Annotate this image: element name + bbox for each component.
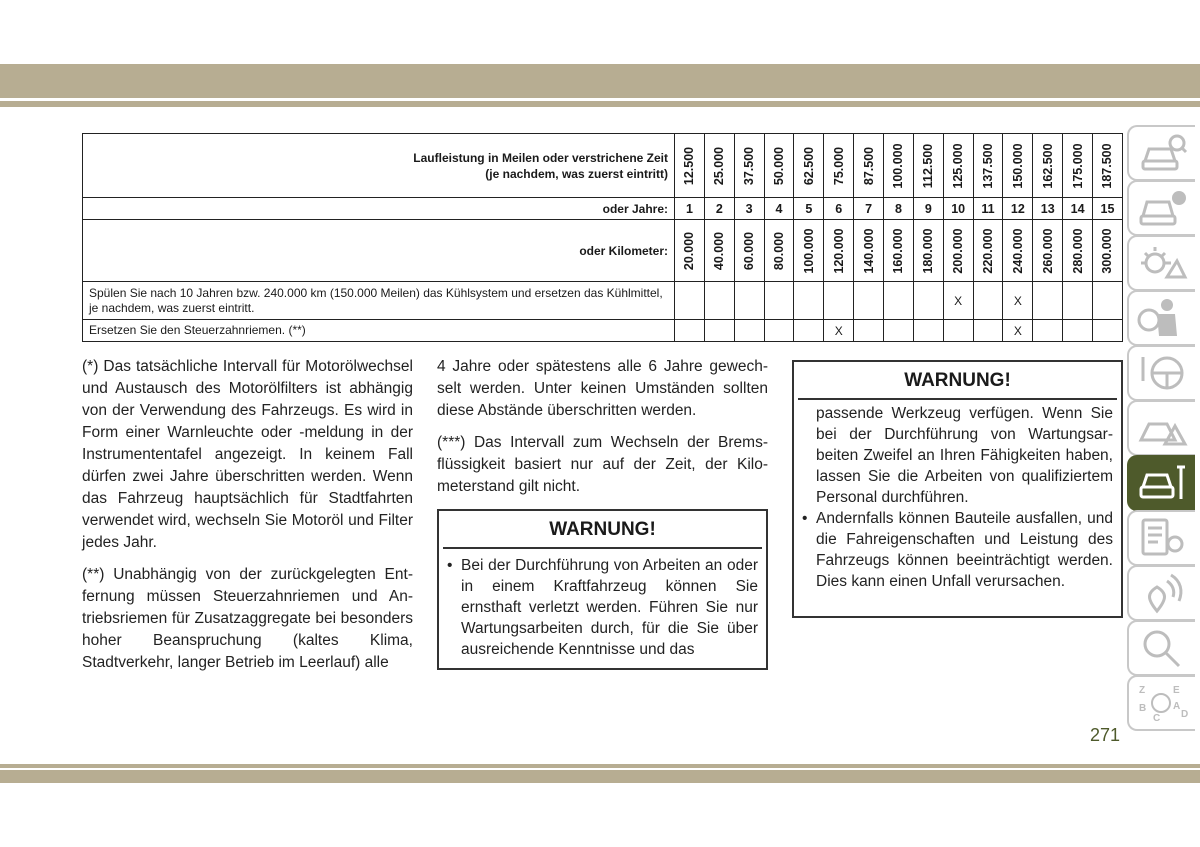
page-number: 271: [1090, 725, 1121, 745]
years-value: 5: [794, 198, 824, 220]
km-value: 180.000: [921, 227, 936, 274]
warning-title: WARNUNG!: [798, 366, 1117, 400]
miles-value: 100.000: [891, 142, 906, 189]
svg-text:C: C: [1153, 713, 1161, 724]
svg-text:B: B: [1139, 703, 1147, 714]
years-value: 8: [884, 198, 914, 220]
service-mark-cell: X: [943, 282, 973, 320]
svg-text:E: E: [1173, 685, 1180, 696]
text-column-2: [437, 356, 768, 508]
service-mark-cell: X: [1003, 282, 1033, 320]
service-mark-cell: [764, 320, 794, 342]
svg-text:D: D: [1181, 709, 1189, 720]
emergency-icon: [1137, 406, 1187, 450]
warning-bullet: • Andernfalls können Bauteile ausfallen, und die Fahreigenschaften und Leistung des Fahrzeugs können beeinträchtigt werden. Dies kann einen Unfall verursachen.: [802, 508, 1113, 592]
miles-header-subtitle: (je nachdem, was zuerst eintritt): [485, 166, 668, 181]
tab-multimedia[interactable]: [1127, 565, 1195, 621]
miles-cell: [1093, 134, 1123, 198]
km-value: 140.000: [861, 227, 876, 274]
miles-value: 62.500: [801, 146, 816, 185]
footer-band: [0, 770, 1200, 783]
miles-header: [83, 134, 675, 198]
km-row: [83, 220, 1123, 282]
km-cell: [884, 220, 914, 282]
tab-car-info[interactable]: [1127, 180, 1195, 236]
warning-bullet: • Bei der Durchführung von Arbeiten an oder in einem Kraftfahrzeug können Sie ernsthaft verletzt werden. Führen Sie nur Wartungsarbeiten durch, für die Sie über ausreichende Kenntnisse und das: [447, 555, 758, 660]
alphabet-index-icon: [1137, 681, 1187, 725]
years-header: oder Jahre:: [83, 198, 675, 220]
service-mark-cell: [794, 320, 824, 342]
service-mark-cell: [734, 320, 764, 342]
footnote-interval-cont: 4 Jahre oder spätestens alle 6 Jahre gewechselt werden. Unter keinen Umständen sollten diese Abstände überschritten werden.: [437, 358, 768, 419]
tab-alphabet-index[interactable]: [1127, 675, 1195, 731]
service-mark-cell: [794, 282, 824, 320]
km-header: oder Kilometer:: [83, 220, 675, 282]
footer-rule: [0, 764, 1200, 768]
km-value: 120.000: [831, 227, 846, 274]
service-mark-cell: [884, 320, 914, 342]
miles-value: 187.500: [1100, 142, 1115, 189]
miles-value: 137.500: [981, 142, 996, 189]
car-overview-icon: [1137, 131, 1187, 175]
years-value: 12: [1003, 198, 1033, 220]
svg-text:A: A: [1173, 701, 1181, 712]
years-value: 9: [913, 198, 943, 220]
km-cell: [943, 220, 973, 282]
km-cell: [913, 220, 943, 282]
tab-airbag-safety[interactable]: [1127, 290, 1195, 346]
km-cell: [1093, 220, 1123, 282]
years-value: 3: [734, 198, 764, 220]
airbag-safety-icon: [1137, 296, 1187, 340]
service-mark-cell: [675, 282, 705, 320]
years-value: 7: [854, 198, 884, 220]
miles-value: 112.500: [921, 143, 936, 188]
miles-cell: [734, 134, 764, 198]
years-value: 14: [1063, 198, 1093, 220]
km-cell: [1033, 220, 1063, 282]
service-mark-cell: [704, 320, 734, 342]
task-row: [83, 282, 1123, 320]
miles-value: 150.000: [1010, 142, 1025, 189]
car-service-icon: [1137, 461, 1187, 505]
miles-cell: [1033, 134, 1063, 198]
km-value: 80.000: [772, 231, 786, 270]
km-cell: [854, 220, 884, 282]
miles-value: 175.000: [1070, 142, 1085, 189]
tab-car-service[interactable]: [1127, 455, 1195, 511]
miles-value: 125.000: [951, 142, 966, 189]
svg-text:Z: Z: [1139, 685, 1146, 696]
miles-value: 37.500: [742, 146, 757, 185]
km-cell: [734, 220, 764, 282]
years-row: [83, 198, 1123, 220]
miles-value: 162.500: [1040, 142, 1055, 189]
km-cell: [824, 220, 854, 282]
service-mark-cell: [854, 282, 884, 320]
miles-cell: [764, 134, 794, 198]
multimedia-icon: [1137, 571, 1187, 615]
service-mark-cell: [824, 282, 854, 320]
km-value: 280.000: [1070, 227, 1085, 274]
km-value: 200.000: [951, 227, 966, 274]
km-value: 60.000: [742, 231, 757, 270]
years-value: 2: [704, 198, 734, 220]
header-rule: [0, 101, 1200, 107]
service-mark-cell: X: [824, 320, 854, 342]
km-value: 40.000: [712, 231, 727, 270]
miles-cell: [973, 134, 1003, 198]
years-value: 15: [1093, 198, 1123, 220]
warning-lights-icon: [1137, 241, 1187, 285]
miles-cell: [824, 134, 854, 198]
service-mark-cell: [913, 282, 943, 320]
service-mark-cell: [1063, 320, 1093, 342]
service-mark-cell: [973, 282, 1003, 320]
warning-continuation: passende Werkzeug verfügen. Wenn Sie bei der Durchführung von Wartungsarbeiten Zweifel an Ihren Fähigkeiten haben, lassen Sie die Arbeiten von qualifiziertem Personal durchführen.: [816, 405, 1113, 506]
service-mark-cell: [854, 320, 884, 342]
km-cell: [704, 220, 734, 282]
years-value: 10: [943, 198, 973, 220]
km-cell: [973, 220, 1003, 282]
footnote-oil: (*) Das tatsächliche Intervall für Motorölwechsel und Austausch des Motorölfilters ist abhängig von der Verwendung des Fahrzeugs. Es wird in Form einer Warnleuchte oder -meldung in der Instrumententafel angezeigt. In keinem Fall dürfen zwei Jahre überschritten werden. Wenn das Fahrzeug hauptsächlich für Stadtfahrten verwendet wird, wechseln Sie Motoröl und Filter jedes Jahr.: [82, 358, 413, 551]
miles-cell: [943, 134, 973, 198]
tab-warning-lights[interactable]: [1127, 235, 1195, 291]
text-column-1: [82, 356, 413, 684]
miles-value: 25.000: [712, 146, 727, 185]
service-mark-cell: [1033, 282, 1063, 320]
km-cell: [1063, 220, 1093, 282]
km-cell: [1003, 220, 1033, 282]
miles-cell: [1063, 134, 1093, 198]
km-cell: [794, 220, 824, 282]
miles-cell: [913, 134, 943, 198]
warning-title: WARNUNG!: [443, 515, 762, 549]
footnote-brake-fluid: (***) Das Intervall zum Wechseln der Bremsflüssigkeit basiert nur auf der Zeit, der Kilometerstand gilt nicht.: [437, 434, 768, 495]
miles-row: [83, 134, 1123, 198]
miles-value: 75.000: [831, 146, 846, 185]
service-mark-cell: [734, 282, 764, 320]
task-description: Spülen Sie nach 10 Jahren bzw. 240.000 km (150.000 Meilen) das Kühlsystem und ersetzen das Kühlmittel, je nachdem, was zuerst eintritt.: [83, 282, 675, 320]
years-value: 6: [824, 198, 854, 220]
task-row: [83, 320, 1123, 342]
service-mark-cell: [1093, 282, 1123, 320]
miles-value: 50.000: [772, 146, 786, 185]
warning-box-1: [437, 509, 768, 670]
service-mark-cell: [1033, 320, 1063, 342]
tab-steering[interactable]: [1127, 345, 1195, 401]
km-value: 300.000: [1100, 227, 1115, 274]
service-mark-cell: [704, 282, 734, 320]
km-value: 160.000: [891, 227, 906, 274]
km-value: 260.000: [1040, 227, 1055, 274]
km-cell: [764, 220, 794, 282]
service-mark-cell: [943, 320, 973, 342]
service-mark-cell: [913, 320, 943, 342]
years-value: 4: [764, 198, 794, 220]
technical-data-icon: [1137, 516, 1187, 560]
km-value: 100.000: [801, 227, 816, 274]
years-value: 13: [1033, 198, 1063, 220]
service-mark-cell: [764, 282, 794, 320]
km-value: 20.000: [682, 231, 697, 270]
miles-cell: [854, 134, 884, 198]
miles-cell: [1003, 134, 1033, 198]
years-value: 1: [675, 198, 705, 220]
years-value: 11: [973, 198, 1003, 220]
footnote-timing-belt: (**) Unabhängig von der zurückgelegten Entfernung müssen Steuerzahnriemen und Antriebsriemen für Zusatzaggregate bei besonders hoher Beanspruchung (kaltes Klima, Stadtverkehr, langer Betrieb im Leerlauf) alle: [82, 566, 413, 671]
service-mark-cell: X: [1003, 320, 1033, 342]
service-mark-cell: [973, 320, 1003, 342]
header-band: [0, 64, 1200, 98]
steering-wheel-icon: [1137, 351, 1187, 395]
tab-emergency[interactable]: [1127, 400, 1195, 456]
tab-technical-data[interactable]: [1127, 510, 1195, 566]
km-value: 240.000: [1010, 227, 1025, 274]
service-mark-cell: [675, 320, 705, 342]
service-mark-cell: [1063, 282, 1093, 320]
service-mark-cell: [884, 282, 914, 320]
maintenance-table: [82, 133, 1123, 342]
warning-box-2: [792, 360, 1123, 618]
car-info-icon: [1137, 186, 1187, 230]
km-value: 220.000: [981, 227, 996, 274]
miles-value: 12.500: [682, 146, 697, 185]
task-description: Ersetzen Sie den Steuerzahnriemen. (**): [83, 320, 675, 342]
miles-cell: [704, 134, 734, 198]
tab-search[interactable]: [1127, 620, 1195, 676]
miles-cell: [794, 134, 824, 198]
km-cell: [675, 220, 705, 282]
service-mark-cell: [1093, 320, 1123, 342]
miles-value: 87.500: [861, 146, 876, 185]
miles-header-title: Laufleistung in Meilen oder verstrichene Zeit: [413, 150, 668, 165]
tab-car-overview[interactable]: [1127, 125, 1195, 181]
search-icon: [1137, 626, 1187, 670]
miles-cell: [884, 134, 914, 198]
miles-cell: [675, 134, 705, 198]
